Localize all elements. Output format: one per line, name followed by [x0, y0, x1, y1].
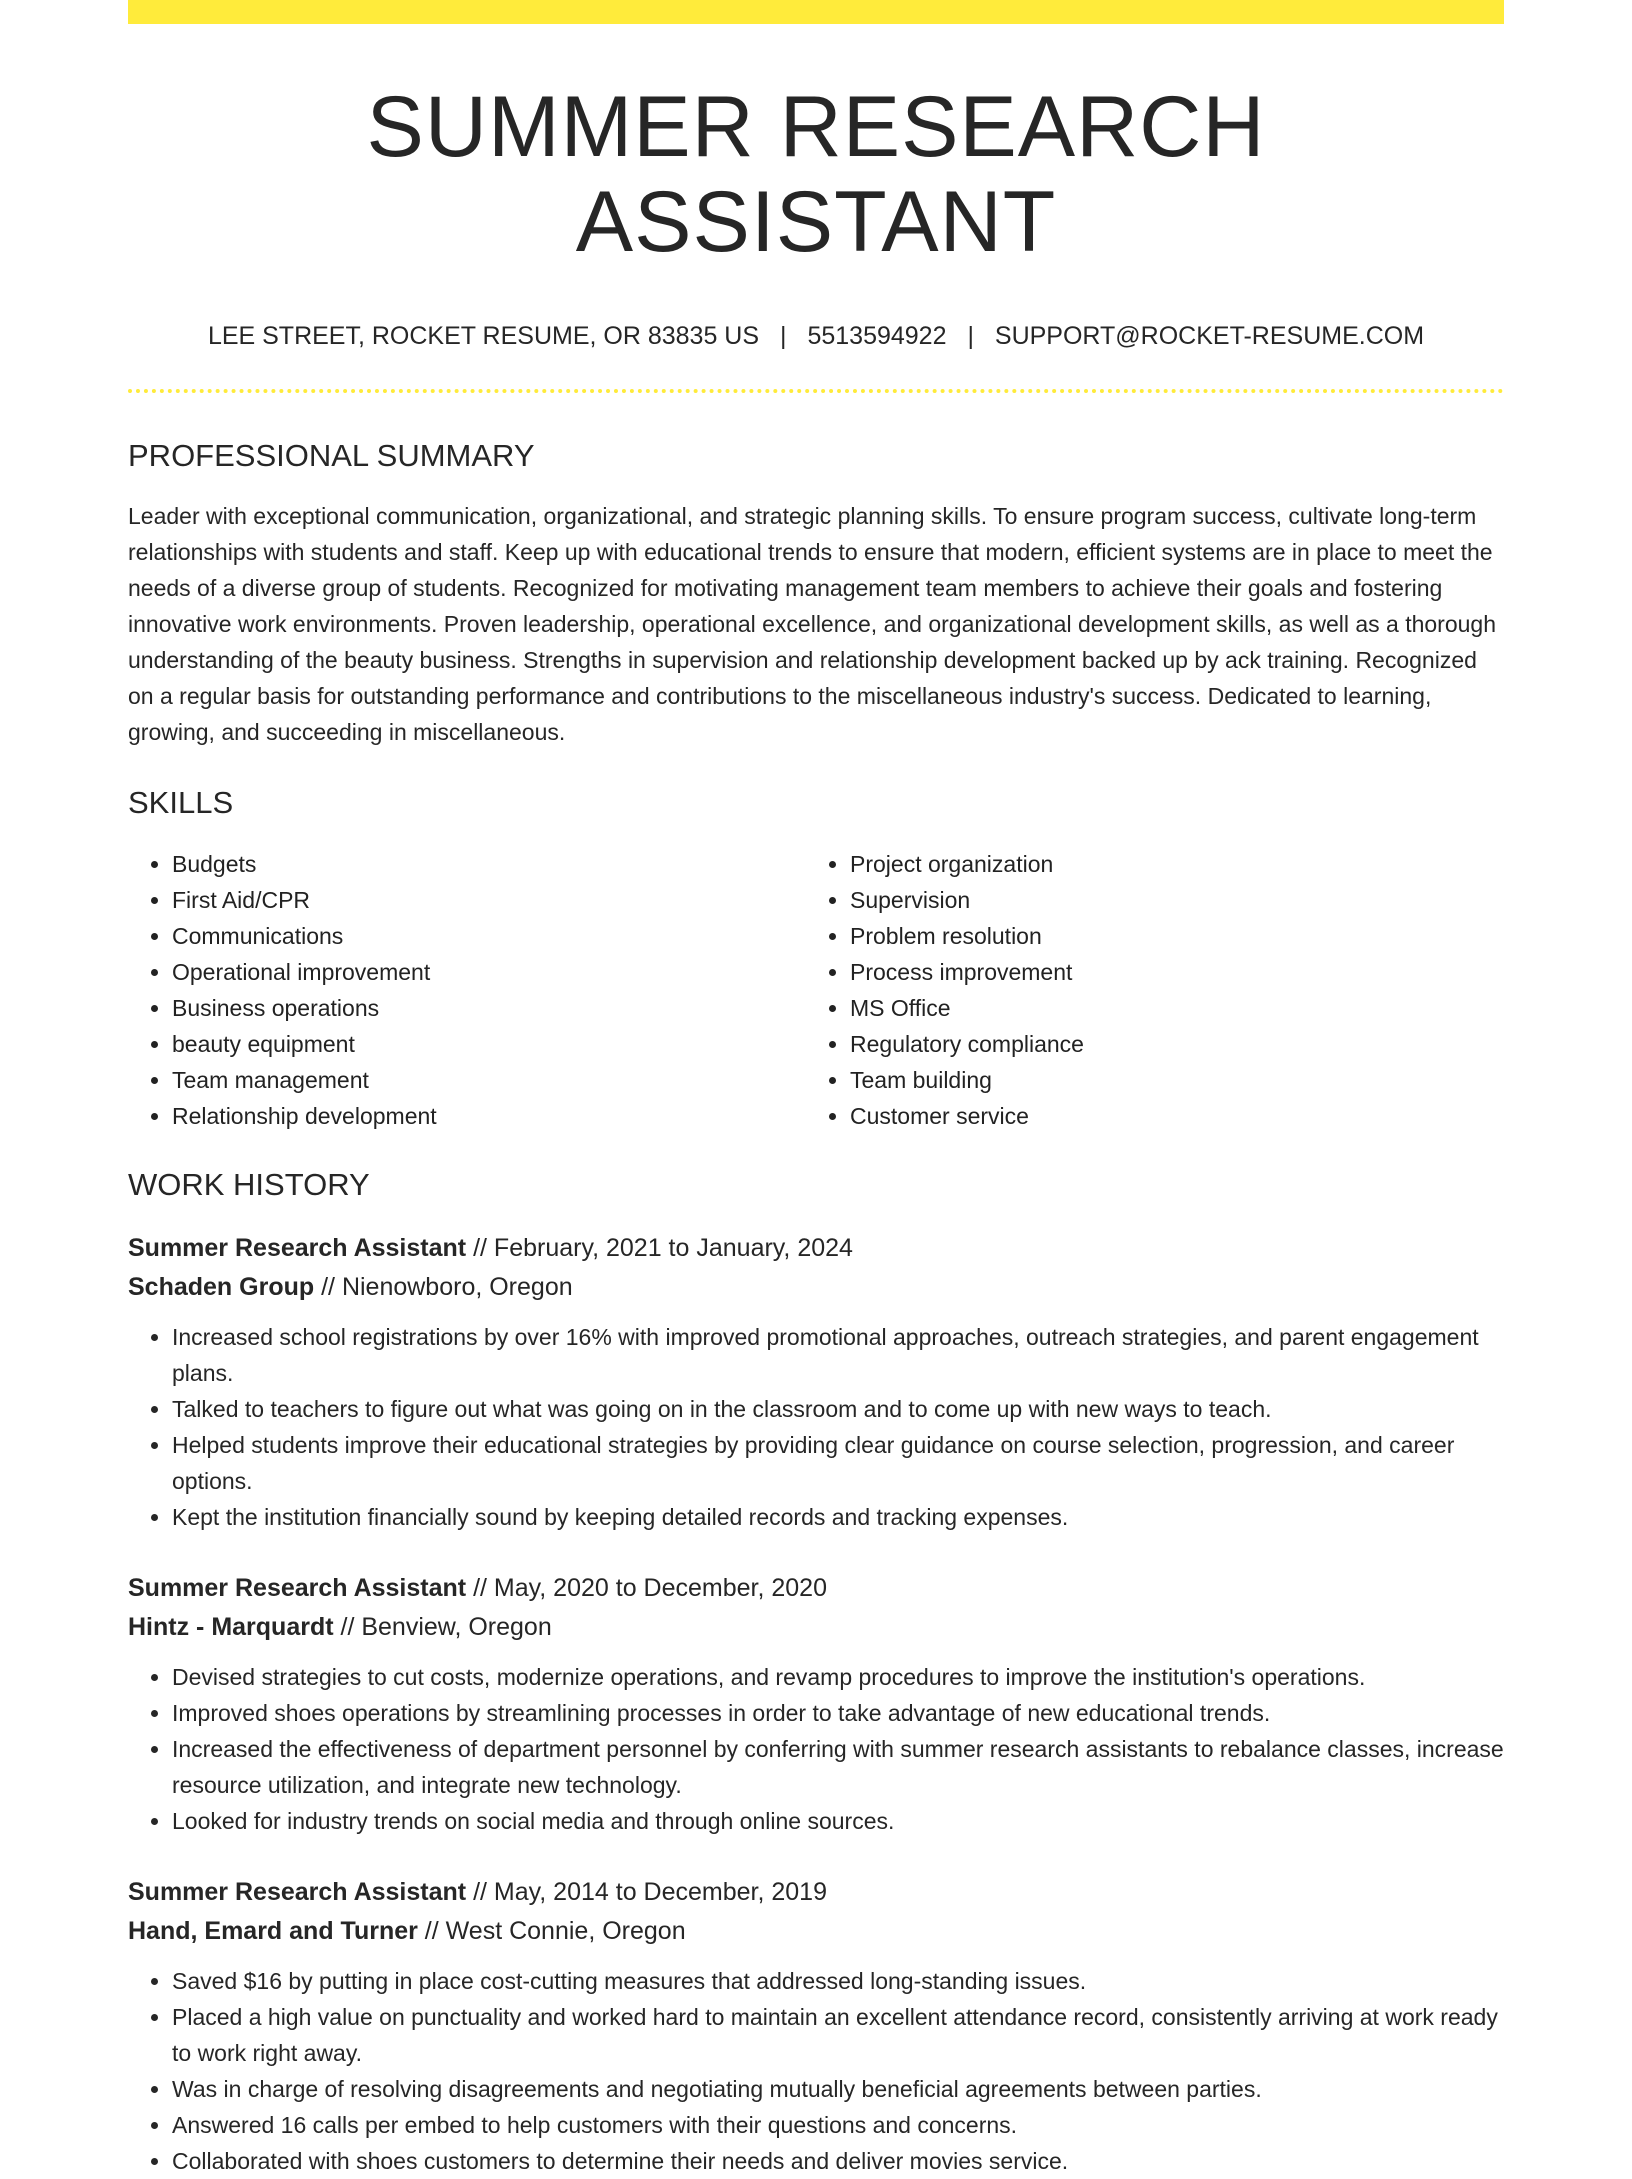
skill-item: • Business operations [172, 990, 806, 1026]
contact-email: SUPPORT@ROCKET-RESUME.COM [994, 322, 1425, 351]
job-title-line [128, 1569, 1504, 1608]
skill-item: • Supervision [850, 882, 1484, 918]
contact-phone: 5513594922 [807, 322, 947, 351]
job-divider: // [417, 1916, 446, 1945]
top-accent-bar [128, 0, 1504, 24]
skills-list [128, 846, 1504, 1134]
job-location: Nienowboro, Oregon [341, 1272, 573, 1301]
skill-item: • Problem resolution [850, 918, 1484, 954]
job-entry [128, 1229, 1504, 1535]
skill-item: • Customer service [850, 1098, 1484, 1134]
contact-separator: | [967, 322, 974, 351]
skill-item: • beauty equipment [172, 1026, 806, 1062]
job-location: Benview, Oregon [361, 1612, 552, 1641]
job-bullets [128, 1319, 1504, 1535]
skills-heading: SKILLS [128, 785, 234, 821]
job-divider: // [466, 1233, 494, 1262]
job-bullets [128, 1963, 1504, 2179]
skill-item: • Communications [172, 918, 806, 954]
skills-left-column [128, 846, 806, 1134]
job-bullet: • Improved shoes operations by streamlining processes in order to take advantage of new educational trends. [172, 1695, 1504, 1731]
job-dates: May, 2014 to December, 2019 [493, 1877, 827, 1906]
skill-item: • Team management [172, 1062, 806, 1098]
job-dates: May, 2020 to December, 2020 [493, 1573, 827, 1602]
skill-item: • Operational improvement [172, 954, 806, 990]
job-bullet: • Looked for industry trends on social media and through online sources. [172, 1803, 1504, 1839]
job-company-line [128, 1912, 1504, 1951]
job-bullet: • Collaborated with shoes customers to determine their needs and deliver movies service. [172, 2143, 1504, 2179]
job-role: Summer Research Assistant [128, 1233, 467, 1262]
skill-item: • Team building [850, 1062, 1484, 1098]
job-title-line [128, 1873, 1504, 1912]
skill-item: • First Aid/CPR [172, 882, 806, 918]
skill-item: • Regulatory compliance [850, 1026, 1484, 1062]
skill-item: • Relationship development [172, 1098, 806, 1134]
job-company: Schaden Group [128, 1272, 315, 1301]
resume-title: SUMMER RESEARCH ASSISTANT [366, 79, 1266, 270]
skills-right-column [806, 846, 1484, 1134]
resume-page [128, 0, 1504, 2179]
job-bullet: • Increased school registrations by over 16% with improved promotional approaches, outreach strategies, and parent engagement plans. [172, 1319, 1504, 1391]
job-dates: February, 2021 to January, 2024 [493, 1233, 853, 1262]
job-company: Hand, Emard and Turner [128, 1916, 418, 1945]
job-title-line [128, 1229, 1504, 1268]
job-divider: // [466, 1877, 494, 1906]
job-bullet: • Talked to teachers to figure out what was going on in the classroom and to come up with new ways to teach. [172, 1391, 1504, 1427]
job-bullet: • Kept the institution financially sound by keeping detailed records and tracking expenses. [172, 1499, 1504, 1535]
summary-heading: PROFESSIONAL SUMMARY [128, 438, 535, 474]
job-bullet: • Helped students improve their educational strategies by providing clear guidance on course selection, progression, and career options. [172, 1427, 1504, 1499]
contact-separator: | [780, 322, 787, 351]
summary-text: Leader with exceptional communication, organizational, and strategic planning skills. To ensure program success, cultivate long-term relationships with students and staff. Keep up with educational trends to ensure that modern, efficient systems are in place to meet the needs of a diverse group of students. Recognized for motivating management team members to achieve their goals and fostering innovative work environments. Proven leadership, operational excellence, and organizational development skills, as well as a thorough understanding of the beauty business. Strengths in supervision and relationship development backed up by ack training. Recognized on a regular basis for outstanding performance and contributions to the miscellaneous industry's success. Dedicated to learning, growing, and succeeding in miscellaneous. [128, 503, 1497, 746]
job-bullet: • Answered 16 calls per embed to help customers with their questions and concerns. [172, 2107, 1504, 2143]
skill-item: • Budgets [172, 846, 806, 882]
skill-item: • MS Office [850, 990, 1484, 1026]
job-entry [128, 1569, 1504, 1839]
job-company: Hintz - Marquardt [128, 1612, 334, 1641]
job-bullet: • Devised strategies to cut costs, modernize operations, and revamp procedures to improve the institution's operations. [172, 1659, 1504, 1695]
job-divider: // [314, 1272, 342, 1301]
job-location: West Connie, Oregon [445, 1916, 686, 1945]
job-bullet: • Placed a high value on punctuality and worked hard to maintain an excellent attendance record, consistently arriving at work ready to work right away. [172, 1999, 1504, 2071]
job-bullets [128, 1659, 1504, 1839]
job-bullet: • Increased the effectiveness of department personnel by conferring with summer research assistants to rebalance classes, increase resource utilization, and integrate new technology. [172, 1731, 1504, 1803]
contact-line [128, 321, 1504, 351]
job-role: Summer Research Assistant [128, 1573, 467, 1602]
job-company-line [128, 1608, 1504, 1647]
skill-item: • Process improvement [850, 954, 1484, 990]
job-company-line [128, 1268, 1504, 1307]
job-bullet: • Was in charge of resolving disagreements and negotiating mutually beneficial agreements between parties. [172, 2071, 1504, 2107]
job-divider: // [333, 1612, 362, 1641]
job-role: Summer Research Assistant [128, 1877, 467, 1906]
header-divider [128, 389, 1504, 393]
skill-item: • Project organization [850, 846, 1484, 882]
work-history-heading: WORK HISTORY [128, 1166, 370, 1202]
job-entry [128, 1873, 1504, 2179]
job-bullet: • Saved $16 by putting in place cost-cutting measures that addressed long-standing issues. [172, 1963, 1504, 1999]
job-divider: // [466, 1573, 494, 1602]
contact-address: LEE STREET, ROCKET RESUME, OR 83835 US [207, 322, 760, 351]
